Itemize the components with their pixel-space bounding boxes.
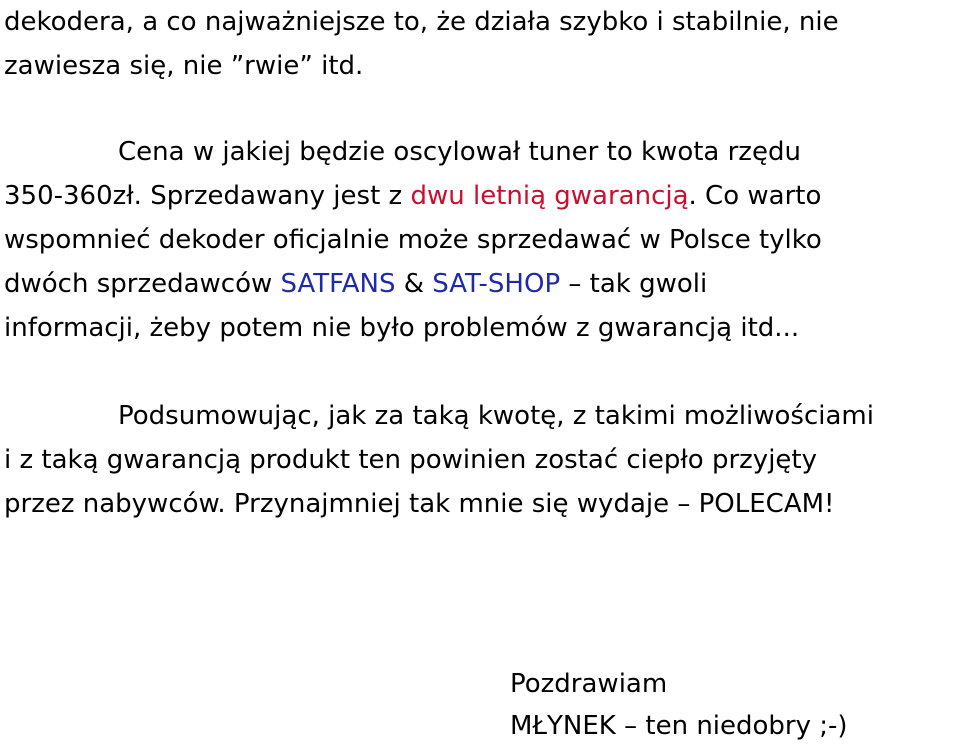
paragraph2-line1: Cena w jakiej będzie oscylował tuner to kwota rzędu — [118, 137, 801, 167]
paragraph3-line1: Podsumowując, jak za taką kwotę, z takimi możliwościami — [118, 401, 874, 431]
paragraph2-line5: informacji, żeby potem nie było problemów z gwarancją itd... — [4, 313, 800, 343]
paragraph2-line2 — [4, 174, 956, 218]
seller-sat-shop: SAT-SHOP — [432, 269, 561, 299]
paragraph2-line4-start: dwóch sprzedawców — [4, 269, 281, 299]
paragraph2-line2-start: 350-360zł. Sprzedawany jest z — [4, 181, 411, 211]
signature-greeting: Pozdrawiam — [510, 669, 668, 699]
paragraph3-line3: przez nabywców. Przynajmniej tak mnie się wydaje – POLECAM! — [4, 489, 835, 519]
paragraph2-line2-end: . Co warto — [688, 181, 822, 211]
paragraph2-line4-end: – tak gwoli — [560, 269, 708, 299]
paragraph1-line1: dekodera, a co najważniejsze to, że działa szybko i stabilnie, nie — [4, 7, 839, 37]
paragraph2-line4-amp: & — [395, 269, 433, 299]
warranty-highlight: dwu letnią gwarancją — [410, 181, 689, 211]
signature-name: MŁYNEK – ten niedobry ;-) — [510, 711, 848, 741]
paragraph2-line3: wspomnieć dekoder oficjalnie może sprzedawać w Polsce tylko — [4, 225, 822, 255]
seller-satfans: SATFANS — [280, 269, 396, 299]
paragraph2-line4 — [4, 262, 956, 306]
paragraph1-line2: zawiesza się, nie ”rwie” itd. — [4, 51, 364, 81]
paragraph3-line2: i z taką gwarancją produkt ten powinien zostać ciepło przyjęty — [4, 445, 817, 475]
